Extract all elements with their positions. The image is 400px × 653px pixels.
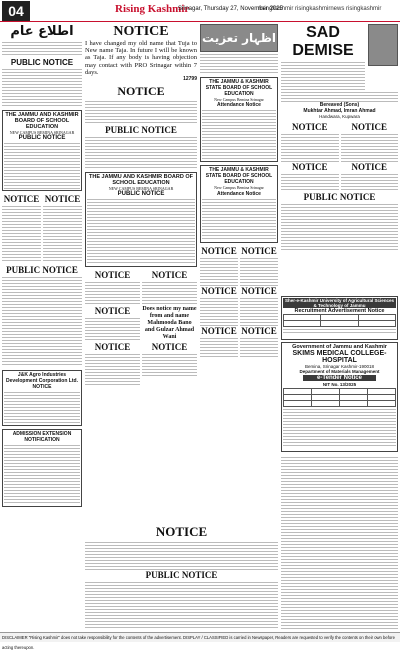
notice-heading: NOTICE: [94, 270, 131, 281]
jkbose-subheading: New Campus Bemina Srinagar: [214, 185, 264, 191]
notice-body: [341, 172, 399, 190]
notice-heading: NOTICE: [241, 245, 277, 256]
name-change-notice-text: I have changed my old name that Tuja to New name Taja. In future I will be known as Taja. If any body is having objection may contact with PRO Srinagar within 7 days.: [85, 40, 197, 76]
notice-heading: NOTICE: [291, 122, 328, 132]
notice-body: [281, 455, 398, 630]
notice-heading: NOTICE: [241, 285, 277, 296]
public-notice-heading: PUBLIC NOTICE: [105, 125, 177, 136]
public-notice-body: [281, 202, 398, 252]
notice-heading: NOTICE: [351, 162, 387, 172]
notice-body: [200, 336, 238, 358]
admission-body: [4, 443, 80, 505]
notice-body: [200, 256, 238, 286]
govt-heading: Government of Jammu and Kashmir: [292, 344, 387, 350]
notice-heading: NOTICE: [94, 306, 131, 317]
notice-body: [85, 316, 140, 342]
notice-body: [142, 352, 197, 376]
notice-ref-number: 12799: [183, 76, 197, 83]
disclaimer-footer: DISCLAIMER "Rising Kashmir" does not take responsibility for the contents of the advertisement. DISPLAY / CLASSIFIED is carried in Newspaper, Readers are requested to verify the contents on their own before acting thereupon.: [0, 632, 400, 642]
notice-heading: NOTICE: [351, 122, 387, 132]
page-number: 04: [2, 1, 30, 21]
sad-demise-heading: SAD DEMISE: [292, 24, 354, 59]
skims-address: Bemina, Srinagar Kashmir-190018: [304, 364, 375, 369]
column-3: [200, 24, 278, 524]
column-1: [2, 24, 82, 630]
jkbose-heading: THE JAMMU & KASHMIR STATE BOARD OF SCHOOL EDUCATION: [205, 167, 273, 186]
skims-department: Department of Materials Management: [299, 369, 380, 374]
tender-table: [283, 388, 396, 407]
agro-corp-body: [4, 390, 80, 424]
public-notice-body: [2, 275, 82, 367]
agro-corp-heading: J&K Agro Industries Development Corporation Ltd.: [6, 372, 78, 385]
column-2: [85, 24, 197, 524]
deceased-photo: [368, 24, 398, 66]
urdu-notice-title: اطلاع عام: [2, 24, 82, 40]
notice-body: [240, 256, 278, 286]
notice-heading: NOTICE: [117, 84, 165, 99]
agro-corp-notice: [2, 370, 82, 426]
public-notice-heading: PUBLIC NOTICE: [6, 265, 78, 276]
notice-body: [85, 352, 140, 386]
bottom-right-notices: [281, 455, 398, 630]
notice-heading: NOTICE: [44, 194, 81, 205]
public-notice-body: [85, 135, 197, 169]
public-notice-heading: PUBLIC NOTICE: [10, 58, 74, 67]
jkbose-heading: THE JAMMU AND KASHMIR BOARD OF SCHOOL EDUCATION: [5, 112, 79, 130]
social-handles: risingkashmir risingkashmirnews risingkashmir: [258, 6, 382, 12]
recruitment-heading: Recruitment Advertisement Notice: [294, 308, 385, 314]
attendance-notice-a: [200, 77, 278, 162]
jkbose-notice-box: [85, 172, 197, 267]
name-change-notice-large: Does notice my name from and name Mahmooda Bano and Gulzar Ahmad Wani: [142, 306, 197, 341]
notice-body: [200, 296, 238, 326]
attendance-label: Attendance Notice: [217, 190, 261, 197]
agro-corp-notice-label: NOTICE: [32, 384, 52, 391]
notice-heading: NOTICE: [201, 245, 237, 256]
notice-body: [281, 172, 339, 190]
wide-notice-block: [85, 524, 278, 630]
skims-tender-ad: [281, 342, 398, 452]
skuast-recruitment-ad: [281, 296, 398, 340]
notice-body: [43, 204, 82, 262]
notice-body: [2, 204, 41, 262]
column-4: [281, 24, 398, 296]
jkbose-subheading: NEW CAMPUS BEMINA SRINAGAR: [9, 130, 75, 135]
admission-notice: [2, 429, 82, 507]
notice-heading: NOTICE: [94, 342, 131, 353]
jkbose-notice-box: [2, 110, 82, 191]
bereaved-place: Handwara, Kupwara: [319, 114, 360, 119]
notice-body: [85, 280, 140, 306]
dateline: Srinagar, Thursday 27, November 2025: [178, 6, 283, 12]
condolence-heading: اظہار تعزیت: [202, 31, 276, 45]
notice-heading: NOTICE: [201, 285, 237, 296]
recruitment-body: [283, 327, 396, 335]
notice-body: [281, 132, 339, 162]
bereaved-label: Bereaved (Sons): [319, 102, 360, 108]
notice-heading: NOTICE: [113, 24, 169, 39]
skims-heading: SKIMS MEDICAL COLLEGE-HOSPITAL: [292, 350, 387, 364]
attendance-label: Attendance Notice: [217, 102, 261, 109]
attendance-body: [202, 197, 276, 241]
notice-body: [142, 280, 197, 306]
skuast-heading: Sher-e-Kashmir University of Agricultural Sciences & Technology of Jammu: [284, 298, 395, 308]
recruitment-table: [283, 314, 396, 327]
condolence-banner: [200, 24, 278, 52]
notice-body: [85, 540, 278, 570]
jkbose-subheading: New Campus Bemina Srinagar: [214, 97, 264, 102]
notice-heading: NOTICE: [151, 342, 188, 353]
jkbose-body: [87, 197, 195, 265]
attendance-notice-b: [200, 165, 278, 242]
public-notice-body: [2, 67, 82, 107]
public-notice-heading: PUBLIC NOTICE: [145, 570, 218, 580]
notice-heading: NOTICE: [291, 162, 328, 172]
tender-body: [283, 407, 396, 447]
notice-body: [240, 296, 278, 326]
sad-demise-text: [281, 90, 398, 102]
jkbose-body: [4, 141, 80, 189]
jkbose-subheading: NEW CAMPUS BEMINA SRINAGAR: [108, 186, 174, 192]
public-notice-body: [85, 580, 278, 630]
notice-heading: NOTICE: [155, 524, 208, 539]
jkbose-notice-label: PUBLIC NOTICE: [117, 191, 165, 198]
jkbose-notice-label: PUBLIC NOTICE: [18, 135, 66, 142]
bereaved-names: Mukhtar Ahmad, Imran Ahmad: [303, 108, 376, 114]
admission-heading: ADMISSION EXTENSION NOTIFICATION: [12, 431, 72, 444]
tender-number: NIT No. 13/2025: [322, 382, 357, 387]
notice-heading: NOTICE: [151, 270, 188, 281]
jkbose-heading: THE JAMMU AND KASHMIR BOARD OF SCHOOL EDUCATION: [89, 174, 193, 187]
e-tender-label: e-Tender Notice: [303, 375, 376, 381]
notice-body: [240, 336, 278, 358]
urdu-notice-text: [2, 40, 82, 56]
jkbose-heading: THE JAMMU & KASHMIR STATE BOARD OF SCHOOL EDUCATION: [205, 79, 273, 97]
sad-demise-text: [281, 60, 365, 90]
public-notice-heading: PUBLIC NOTICE: [303, 192, 376, 202]
notice-body: [341, 132, 399, 162]
notice-heading: NOTICE: [3, 194, 40, 205]
notice-heading: NOTICE: [241, 325, 277, 336]
condolence-text: [200, 52, 278, 74]
notice-body: [85, 99, 197, 123]
attendance-body: [202, 108, 276, 160]
masthead-brand: Rising Kashmir: [115, 3, 190, 15]
notice-heading: NOTICE: [201, 325, 237, 336]
